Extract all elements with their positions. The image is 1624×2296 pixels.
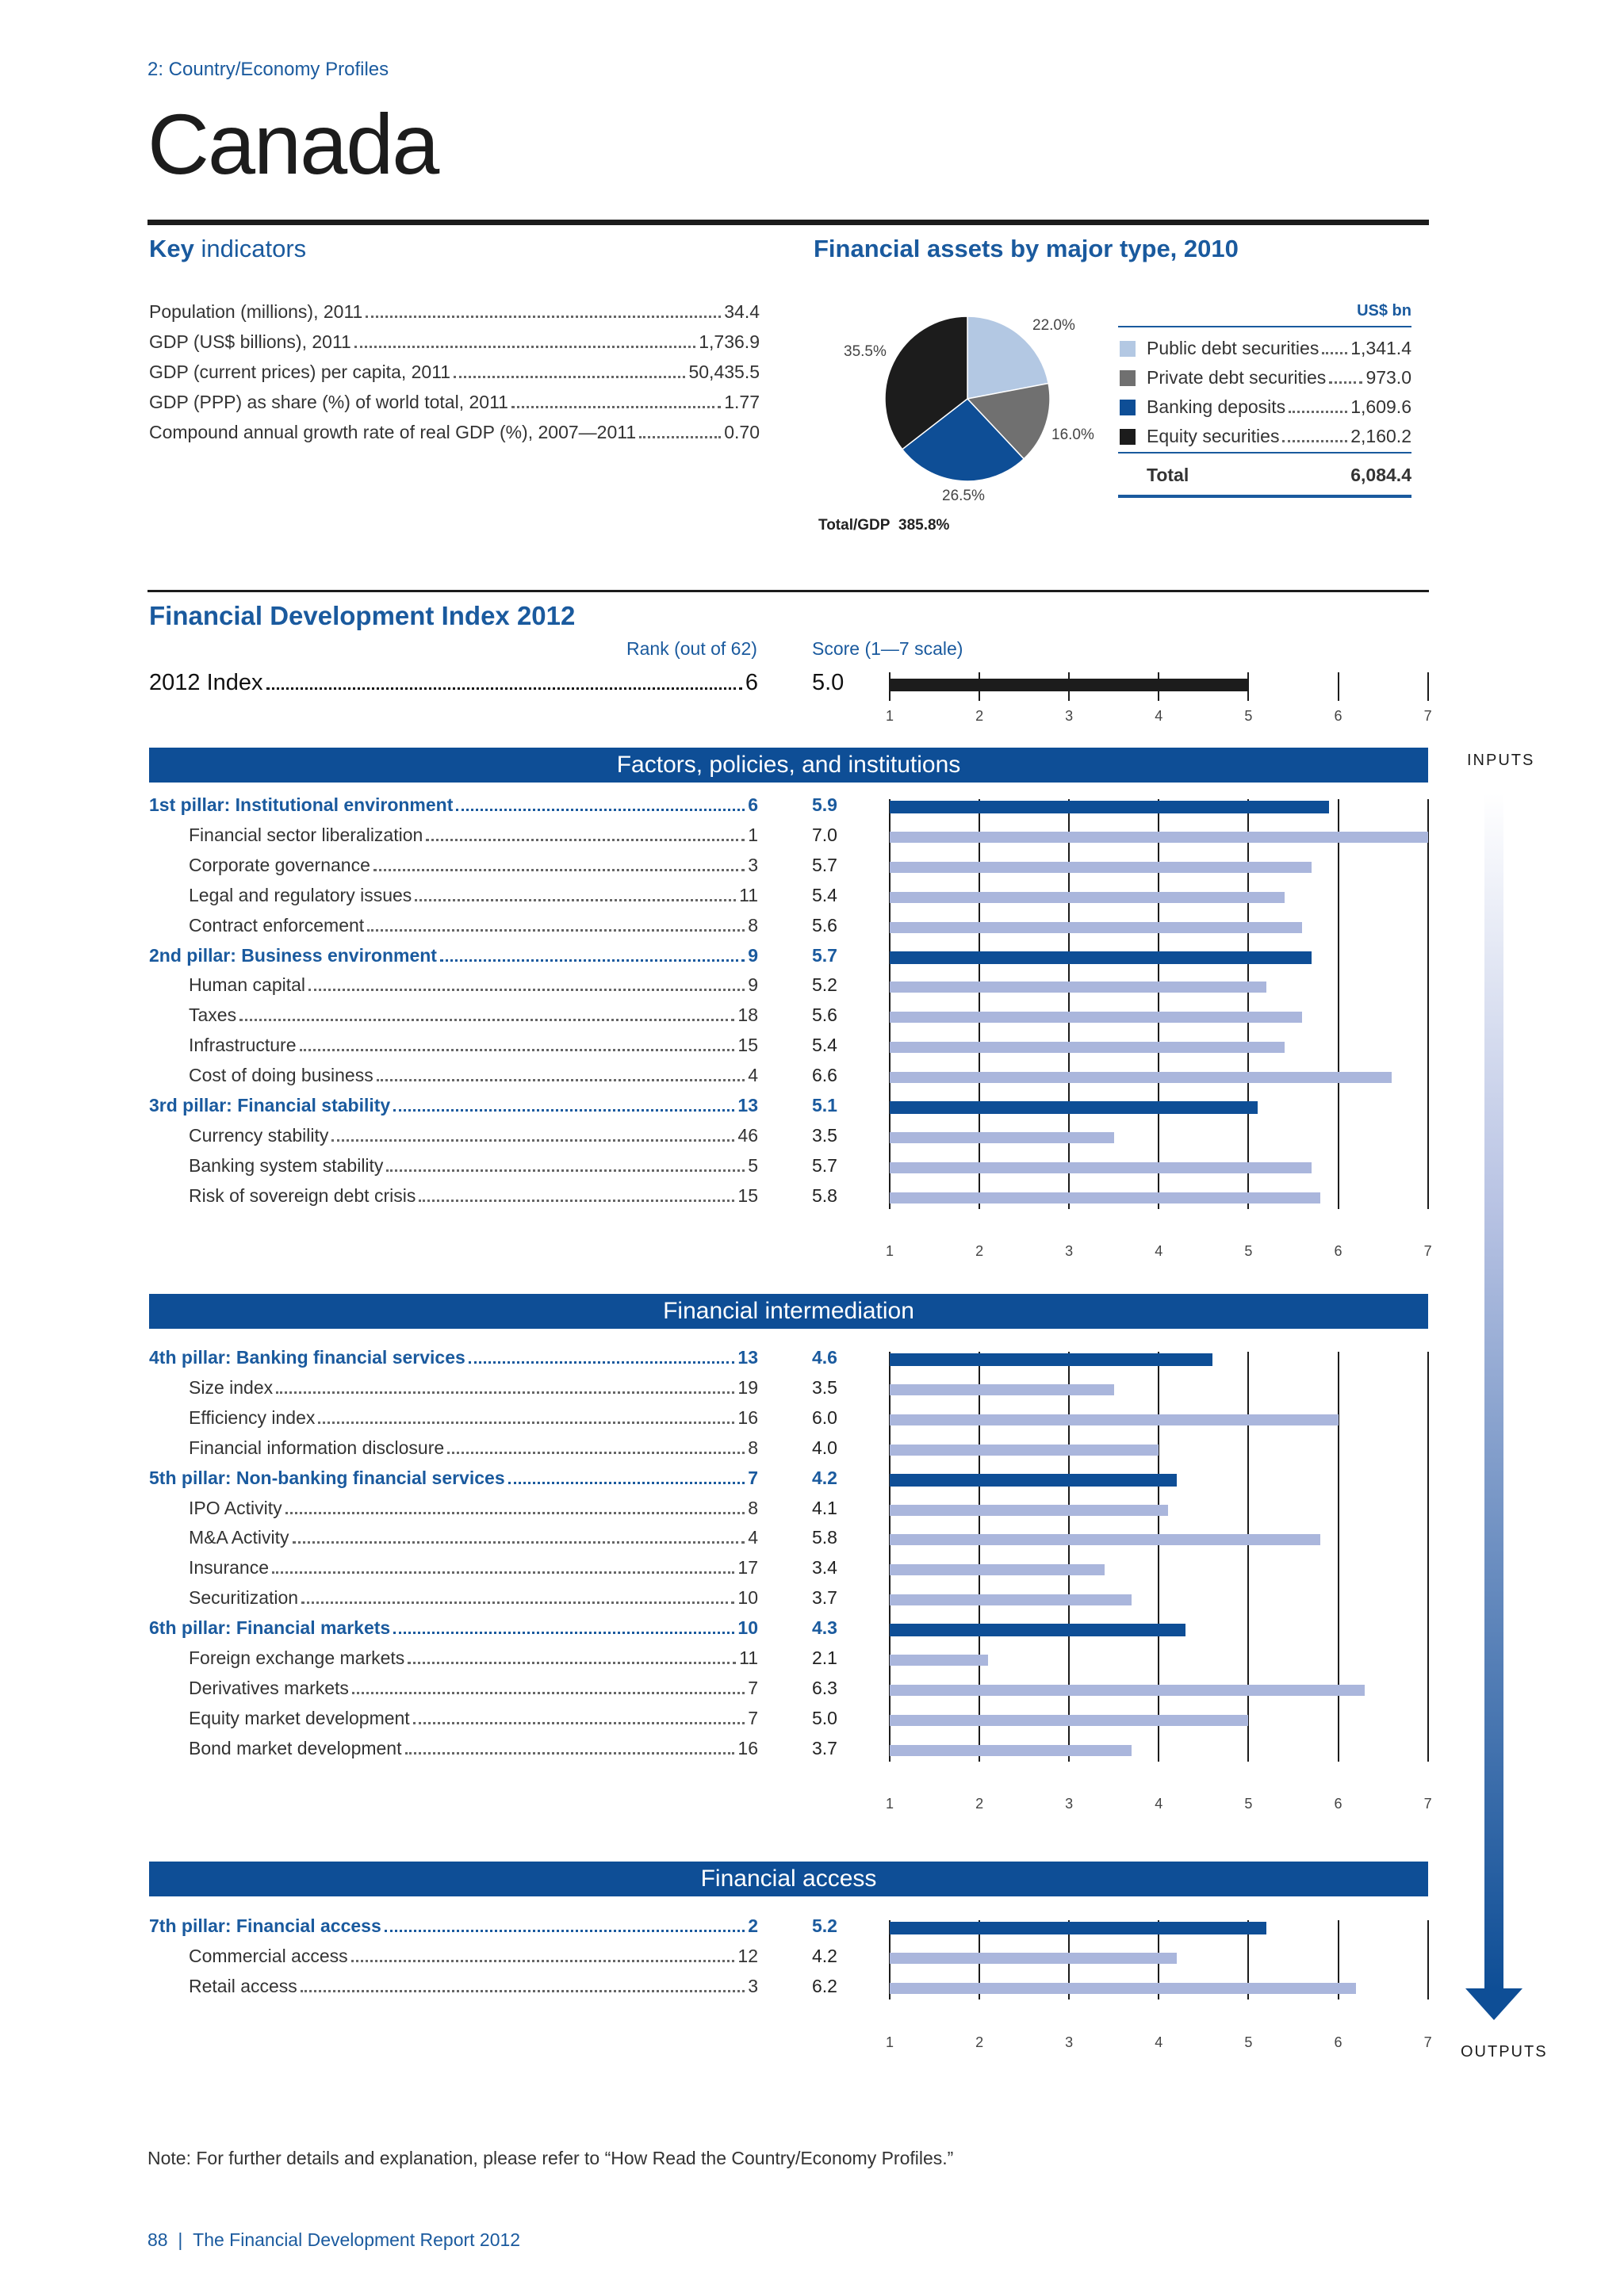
group-1-axis-tick-label: 3 <box>1065 1243 1074 1259</box>
group-3-axis-tick-label: 6 <box>1334 2034 1342 2050</box>
band-intermediation: Financial intermediation <box>149 1294 1428 1329</box>
row-score: 3.4 <box>812 1557 837 1578</box>
legend-label: Private debt securities <box>1147 367 1327 388</box>
key-indicator-label: GDP (current prices) per capita, 2011 <box>149 362 451 382</box>
legend-value: 1,609.6 <box>1350 396 1411 417</box>
group-3-axis-tick-label: 2 <box>975 2034 984 2050</box>
key-indicator-value: 1,736.9 <box>699 331 760 352</box>
row-rank: 13 <box>737 1095 758 1115</box>
index-axis-tick-label: 4 <box>1155 708 1163 724</box>
legend-swatch <box>1120 400 1136 415</box>
indicator-row <box>189 1065 758 1086</box>
legend-row <box>1120 426 1411 447</box>
group-3-axis-tick-label: 4 <box>1155 2034 1163 2050</box>
group-3-axis-gridline <box>1427 1920 1429 1999</box>
pillar-score-bar <box>890 801 1329 813</box>
row-rank: 7 <box>748 1467 758 1488</box>
indicator-row <box>189 855 758 876</box>
footer-note: Note: For further details and explanation, please refer to “How Read the Country/Economy Profiles.” <box>147 2148 954 2168</box>
row-rank: 5 <box>748 1154 758 1176</box>
group-1-axis-tick-label: 6 <box>1334 1243 1342 1259</box>
row-label: Efficiency index <box>189 1406 316 1428</box>
indicator-row <box>189 915 758 936</box>
row-rank: 8 <box>748 1497 758 1518</box>
pillar-score-bar <box>890 951 1312 964</box>
key-indicator-row <box>149 301 760 323</box>
row-score: 3.5 <box>812 1376 837 1398</box>
row-label: Retail access <box>189 1975 297 1996</box>
key-indicator-row <box>149 422 760 443</box>
row-score: 5.1 <box>812 1095 837 1115</box>
indicator-score-bar <box>890 1564 1105 1575</box>
indicator-row <box>189 1498 758 1519</box>
key-indicator-row <box>149 392 760 413</box>
indicator-row <box>189 974 758 996</box>
group-1-axis-gridline <box>1247 799 1249 1209</box>
row-label: Taxes <box>189 1004 237 1026</box>
pillar-row <box>149 1095 758 1116</box>
legend-swatch <box>1120 370 1136 386</box>
group-3-axis-tick-label: 7 <box>1423 2034 1432 2050</box>
row-rank: 1 <box>748 824 758 845</box>
legend-label: Public debt securities <box>1147 338 1320 358</box>
pillar-row <box>149 945 758 966</box>
row-label: Contract enforcement <box>189 914 365 936</box>
group-3-axis-tick-label: 3 <box>1065 2034 1074 2050</box>
group-1-axis-tick-label: 2 <box>975 1243 984 1259</box>
row-label: Commercial access <box>189 1945 348 1966</box>
index-axis-tick-label: 2 <box>975 708 984 724</box>
row-score: 2.1 <box>812 1647 837 1668</box>
indicator-score-bar <box>890 1655 988 1666</box>
indicator-row <box>189 1035 758 1056</box>
row-rank: 3 <box>748 1975 758 1996</box>
row-score: 5.4 <box>812 884 837 905</box>
row-score: 6.3 <box>812 1677 837 1698</box>
indicator-row <box>189 1738 758 1759</box>
indicator-score-bar <box>890 1685 1365 1696</box>
row-score: 3.5 <box>812 1124 837 1146</box>
row-score: 6.6 <box>812 1065 837 1086</box>
indicator-score-bar <box>890 922 1302 933</box>
indicator-score-bar <box>890 1715 1248 1726</box>
group-2-axis-tick-label: 1 <box>885 1796 894 1812</box>
group-1-axis-tick-label: 1 <box>885 1243 894 1259</box>
legend-value: 973.0 <box>1365 367 1411 388</box>
row-rank: 9 <box>748 944 758 966</box>
fdi-heading: Financial Development Index 2012 <box>149 601 576 630</box>
unit-label: US$ bn <box>1357 302 1411 320</box>
group-2-axis-gridline <box>889 1352 891 1762</box>
pie-label-banking-deposits: 26.5% <box>942 488 985 504</box>
row-rank: 10 <box>737 1587 758 1609</box>
indicator-row <box>189 1407 758 1429</box>
indicator-score-bar <box>890 1012 1302 1023</box>
row-label: Infrastructure <box>189 1035 297 1056</box>
group-2-axis-gridline <box>1247 1352 1249 1762</box>
row-score: 5.0 <box>812 1707 837 1728</box>
row-score: 4.2 <box>812 1945 837 1966</box>
score-column-header: Score (1—7 scale) <box>812 638 963 659</box>
row-label: Equity market development <box>189 1707 410 1728</box>
key-indicator-label: GDP (US$ billions), 2011 <box>149 331 351 352</box>
group-1-axis-tick-label: 7 <box>1423 1243 1432 1259</box>
row-label: Size index <box>189 1376 274 1398</box>
row-score: 5.8 <box>812 1527 837 1548</box>
row-rank: 46 <box>737 1124 758 1146</box>
row-score: 5.2 <box>812 974 837 996</box>
indicator-row <box>189 1647 758 1669</box>
group-2-axis-gridline <box>1338 1352 1339 1762</box>
pillar-row <box>149 1915 758 1937</box>
pie-label-equity: 35.5% <box>844 343 887 360</box>
group-3-axis-tick-label: 1 <box>885 2034 894 2050</box>
indicator-score-bar <box>890 1042 1285 1053</box>
total-gdp-line: Total/GDP 385.8% <box>818 517 950 534</box>
index-axis-tick-label: 1 <box>885 708 894 724</box>
legend-value: 1,341.4 <box>1350 338 1411 358</box>
index-axis-tick-label: 7 <box>1423 708 1432 724</box>
country-title: Canada <box>147 96 439 192</box>
row-score: 5.9 <box>812 794 837 815</box>
legend-label: Equity securities <box>1147 426 1280 446</box>
key-indicator-row <box>149 362 760 383</box>
pie-label-public-debt: 22.0% <box>1032 317 1075 334</box>
pillar-row <box>149 1347 758 1368</box>
row-rank: 12 <box>737 1945 758 1966</box>
indicator-row <box>189 1708 758 1729</box>
indicator-score-bar <box>890 892 1285 903</box>
row-score: 4.6 <box>812 1347 837 1368</box>
group-2-axis-gridline <box>1158 1352 1159 1762</box>
row-rank: 7 <box>748 1677 758 1698</box>
row-rank: 17 <box>737 1557 758 1578</box>
indicator-row <box>189 1946 758 1967</box>
key-indicator-label: Compound annual growth rate of real GDP (%), 2007—2011 <box>149 422 637 442</box>
legend-value: 2,160.2 <box>1350 426 1411 446</box>
index-axis-gridline <box>1427 672 1429 701</box>
row-score: 3.7 <box>812 1587 837 1609</box>
group-2-axis-gridline <box>1427 1352 1429 1762</box>
row-label: M&A Activity <box>189 1527 289 1548</box>
row-rank: 9 <box>748 974 758 996</box>
key-indicator-value: 34.4 <box>724 301 760 322</box>
row-score: 5.8 <box>812 1184 837 1206</box>
row-rank: 15 <box>737 1035 758 1056</box>
indicator-score-bar <box>890 1953 1177 1964</box>
row-rank: 4 <box>748 1065 758 1086</box>
group-2-axis-gridline <box>979 1352 980 1762</box>
indicator-score-bar <box>890 1445 1159 1456</box>
legend-total-row: Total 6,084.4 <box>1147 465 1411 485</box>
row-rank: 8 <box>748 914 758 936</box>
legend-top-rule <box>1118 326 1411 327</box>
row-rank: 4 <box>748 1527 758 1548</box>
row-score: 5.4 <box>812 1035 837 1056</box>
row-label: 2nd pillar: Business environment <box>149 944 437 966</box>
group-2-axis-tick-label: 7 <box>1423 1796 1432 1812</box>
group-2-axis-tick-label: 3 <box>1065 1796 1074 1812</box>
legend-row <box>1120 367 1411 388</box>
group-1-axis-gridline <box>1158 799 1159 1209</box>
legend-label: Banking deposits <box>1147 396 1286 417</box>
indicator-row <box>189 1155 758 1177</box>
row-rank: 2 <box>748 1915 758 1936</box>
group-1-axis-gridline <box>1427 799 1429 1209</box>
group-2-axis-gridline <box>1068 1352 1070 1762</box>
index-axis-tick-label: 3 <box>1065 708 1074 724</box>
legend-bottom-rule <box>1118 495 1411 498</box>
indicator-row <box>189 1185 758 1207</box>
indicator-row <box>189 825 758 846</box>
row-rank: 8 <box>748 1437 758 1458</box>
index-axis-tick-label: 6 <box>1334 708 1342 724</box>
pillar-row <box>149 1468 758 1489</box>
indicator-row <box>189 1004 758 1026</box>
row-score: 6.2 <box>812 1975 837 1996</box>
indicator-score-bar <box>890 1414 1339 1425</box>
pillar-score-bar <box>890 1353 1212 1366</box>
legend-total-rule <box>1118 452 1411 453</box>
row-label: Cost of doing business <box>189 1065 373 1086</box>
indicator-row <box>189 1557 758 1578</box>
indicator-score-bar <box>890 1072 1392 1083</box>
row-label: Foreign exchange markets <box>189 1647 405 1668</box>
pillar-score-bar <box>890 1474 1177 1487</box>
row-rank: 6 <box>748 794 758 815</box>
financial-assets-pie <box>880 312 1055 486</box>
row-rank: 13 <box>737 1347 758 1368</box>
indicator-score-bar <box>890 1745 1132 1756</box>
pillar-score-bar <box>890 1101 1258 1114</box>
indicator-row <box>189 885 758 906</box>
row-label: Derivatives markets <box>189 1677 349 1698</box>
pillar-score-bar <box>890 1624 1185 1636</box>
group-1-axis-gridline <box>1338 799 1339 1209</box>
legend-row <box>1120 396 1411 418</box>
indicator-score-bar <box>890 1983 1356 1994</box>
row-rank: 10 <box>737 1617 758 1639</box>
row-label: Bond market development <box>189 1737 402 1758</box>
row-rank: 18 <box>737 1004 758 1026</box>
row-score: 4.0 <box>812 1437 837 1458</box>
indicator-score-bar <box>890 1384 1114 1395</box>
row-rank: 11 <box>739 884 758 905</box>
key-indicators-heading: Key indicators <box>149 235 307 262</box>
row-label: Risk of sovereign debt crisis <box>189 1184 416 1206</box>
inputs-outputs-arrow <box>1464 793 1535 2030</box>
pillar-score-bar <box>890 1922 1266 1934</box>
row-label: 6th pillar: Financial markets <box>149 1617 391 1639</box>
indicator-score-bar <box>890 1132 1114 1143</box>
band-factors: Factors, policies, and institutions <box>149 748 1428 783</box>
legend-swatch <box>1120 341 1136 357</box>
group-1-axis-gridline <box>1068 799 1070 1209</box>
row-label: 5th pillar: Non-banking financial services <box>149 1467 505 1488</box>
indicator-row <box>189 1125 758 1146</box>
indicator-row <box>189 1437 758 1459</box>
group-2-axis-tick-label: 4 <box>1155 1796 1163 1812</box>
fdi-divider <box>147 590 1429 592</box>
group-1-axis-tick-label: 4 <box>1155 1243 1163 1259</box>
row-rank: 3 <box>748 854 758 875</box>
row-score: 5.2 <box>812 1915 837 1936</box>
group-3-axis-tick-label: 5 <box>1244 2034 1253 2050</box>
indicator-score-bar <box>890 1162 1312 1173</box>
indicator-score-bar <box>890 832 1428 843</box>
key-indicator-value: 1.77 <box>724 392 760 412</box>
indicator-row <box>189 1976 758 1997</box>
key-indicator-row <box>149 331 760 353</box>
row-score: 4.2 <box>812 1467 837 1488</box>
indicator-row <box>189 1678 758 1699</box>
pillar-row <box>149 794 758 816</box>
row-label: Currency stability <box>189 1124 329 1146</box>
row-label: Financial information disclosure <box>189 1437 445 1458</box>
group-1-axis-gridline <box>979 799 980 1209</box>
group-2-axis-tick-label: 2 <box>975 1796 984 1812</box>
indicator-row <box>189 1587 758 1609</box>
financial-assets-heading: Financial assets by major type, 2010 <box>814 235 1239 262</box>
key-indicator-value: 0.70 <box>724 422 760 442</box>
row-rank: 19 <box>737 1376 758 1398</box>
indicator-score-bar <box>890 862 1312 873</box>
row-label: Legal and regulatory issues <box>189 884 412 905</box>
indicator-score-bar <box>890 1505 1168 1516</box>
outputs-label: OUTPUTS <box>1461 2043 1548 2061</box>
rank-column-header: Rank (out of 62) <box>626 638 757 659</box>
row-label: Banking system stability <box>189 1154 384 1176</box>
row-rank: 11 <box>739 1647 758 1668</box>
legend-swatch <box>1120 429 1136 445</box>
indicator-score-bar <box>890 1534 1320 1545</box>
index-bar <box>890 679 1248 691</box>
group-2-axis-tick-label: 5 <box>1244 1796 1253 1812</box>
group-1-axis-gridline <box>889 799 891 1209</box>
row-label: 4th pillar: Banking financial services <box>149 1347 465 1368</box>
row-score: 5.7 <box>812 854 837 875</box>
row-label: 1st pillar: Institutional environment <box>149 794 454 815</box>
row-label: Insurance <box>189 1557 270 1578</box>
key-indicator-value: 50,435.5 <box>688 362 760 382</box>
index-axis-gridline <box>1338 672 1339 701</box>
pie-label-private-debt: 16.0% <box>1051 427 1094 443</box>
row-label: 7th pillar: Financial access <box>149 1915 381 1936</box>
row-score: 5.6 <box>812 914 837 936</box>
row-label: Financial sector liberalization <box>189 824 423 845</box>
row-score: 3.7 <box>812 1737 837 1758</box>
row-score: 6.0 <box>812 1406 837 1428</box>
top-divider <box>147 220 1429 225</box>
band-access: Financial access <box>149 1862 1428 1896</box>
indicator-score-bar <box>890 1192 1320 1203</box>
index-score: 5.0 <box>812 670 845 695</box>
row-rank: 7 <box>748 1707 758 1728</box>
group-2-axis-tick-label: 6 <box>1334 1796 1342 1812</box>
indicator-score-bar <box>890 1594 1132 1605</box>
legend-row <box>1120 338 1411 359</box>
index-row: 2012 Index 6 <box>149 670 758 695</box>
row-score: 5.6 <box>812 1004 837 1026</box>
row-label: Human capital <box>189 974 306 996</box>
row-score: 5.7 <box>812 1154 837 1176</box>
page-footer: 88 | The Financial Development Report 2012 <box>147 2229 521 2250</box>
index-axis-tick-label: 5 <box>1244 708 1253 724</box>
row-label: 3rd pillar: Financial stability <box>149 1095 391 1115</box>
indicator-row <box>189 1527 758 1548</box>
row-score: 7.0 <box>812 824 837 845</box>
row-rank: 16 <box>737 1737 758 1758</box>
row-label: IPO Activity <box>189 1497 282 1518</box>
key-indicator-label: GDP (PPP) as share (%) of world total, 2011 <box>149 392 508 412</box>
row-score: 4.3 <box>812 1617 837 1639</box>
inputs-label: INPUTS <box>1467 752 1535 769</box>
row-score: 4.1 <box>812 1497 837 1518</box>
row-rank: 15 <box>737 1184 758 1206</box>
row-label: Securitization <box>189 1587 299 1609</box>
indicator-row <box>189 1377 758 1399</box>
key-indicator-label: Population (millions), 2011 <box>149 301 363 322</box>
group-1-axis-tick-label: 5 <box>1244 1243 1253 1259</box>
row-label: Corporate governance <box>189 854 370 875</box>
pillar-row <box>149 1617 758 1639</box>
section-breadcrumb: 2: Country/Economy Profiles <box>147 59 389 80</box>
row-score: 5.7 <box>812 944 837 966</box>
indicator-score-bar <box>890 982 1266 993</box>
row-rank: 16 <box>737 1406 758 1428</box>
